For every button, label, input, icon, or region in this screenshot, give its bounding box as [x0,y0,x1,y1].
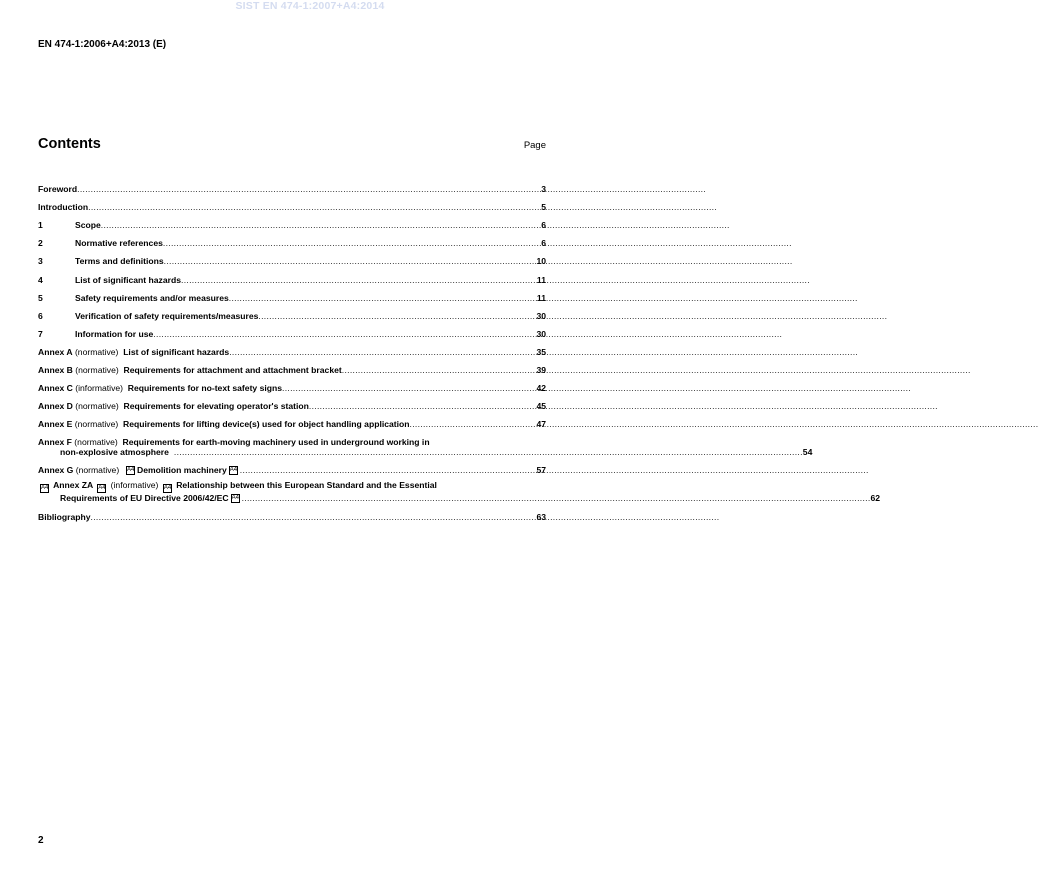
watermark: SIST EN 474-1:2007+A4:2014 [235,0,385,12]
toc-leader [258,311,887,321]
toc-leader [88,202,717,212]
annex-type: (normative) [74,419,119,430]
toc-entry-bibliography[interactable] [38,503,546,521]
amendment-start-marker-icon: A4 [41,485,49,492]
annex-type: (normative) [75,401,119,412]
toc-leader [163,238,792,248]
toc-label: Information for use [75,328,154,339]
toc-number: 2 [38,238,43,249]
toc-page: 5 [541,202,546,213]
toc-label: Requirements for elevating operator's station [123,401,309,412]
toc-label: Requirements for lifting device(s) used for object handling application [123,419,410,430]
toc-entry-clause-5[interactable] [38,285,546,303]
amendment-start-marker-icon: A4 [163,485,172,492]
toc-label: Requirements for attachment and attachment bracket [123,365,342,376]
toc-page: 11 [536,274,546,285]
toc-entry-clause-3[interactable] [38,248,546,266]
toc-label-line2: Requirements of EU Directive 2006/42/EC [60,493,229,504]
amendment-end-marker-icon: A4 [229,467,238,474]
toc-label: Demolition machinery [136,465,227,476]
toc-label: Safety requirements and/or measures [75,292,229,303]
annex-name: Annex D [38,401,73,412]
toc-label-line1: Relationship between this European Standard and the Essential [176,480,437,491]
toc-page: 45 [536,401,546,412]
toc-page: 57 [536,465,546,476]
annex-name: Annex E [38,419,73,430]
toc-entry-clause-1[interactable] [38,212,546,230]
toc-number: 3 [38,256,43,267]
toc-page: 6 [541,238,546,249]
toc-leader [164,256,793,266]
annex-name: Annex B [38,365,73,376]
toc-page: 54 [802,447,813,458]
toc-label: List of significant hazards [123,346,230,357]
toc-page: 42 [536,383,546,394]
table-of-contents [38,176,881,522]
toc-page: 3 [541,184,546,195]
annex-type: (normative) [74,346,119,357]
amendment-end-marker-icon: A4 [98,485,106,492]
toc-label: List of significant hazards [75,274,182,285]
annex-type: (informative) [110,480,159,491]
toc-number: 1 [38,220,43,231]
toc-page: 10 [536,256,546,267]
toc-entry-foreword[interactable] [38,176,546,194]
toc-leader [101,220,730,230]
toc-number: 7 [38,328,43,339]
toc-page: 62 [870,493,881,504]
toc-page: 11 [536,292,546,303]
toc-page: 39 [536,365,546,376]
toc-entry-annex-f[interactable] [38,429,813,458]
contents-title: Contents [38,136,101,152]
toc-entry-annex-c[interactable] [38,375,546,393]
annex-name: Annex F [38,437,72,448]
toc-label: Terms and definitions [75,256,164,267]
toc-label: Foreword [38,184,78,195]
toc-leader [91,512,720,522]
toc-number: 6 [38,310,43,321]
toc-entry-annex-za[interactable] [38,475,881,504]
toc-leader [174,447,803,457]
annex-name: Annex G [38,465,74,476]
toc-label-line2: non-explosive atmosphere [60,447,169,458]
annex-type: (normative) [75,365,119,376]
annex-type: (normative) [75,465,120,476]
toc-entry-annex-b[interactable] [38,357,546,375]
toc-leader [309,401,938,411]
annex-type: (normative) [74,437,118,448]
toc-leader [240,465,869,475]
toc-leader [342,365,971,375]
toc-page: 35 [536,346,546,357]
toc-page: 30 [536,328,546,339]
toc-entry-clause-7[interactable] [38,321,546,339]
annex-name: Annex ZA [53,480,93,491]
annex-name: Annex C [38,383,73,394]
toc-entry-annex-e[interactable] [38,411,546,429]
toc-entry-introduction[interactable] [38,194,546,212]
toc-label: Normative references [75,238,163,249]
toc-entry-annex-d[interactable] [38,393,546,411]
toc-label: Bibliography [38,511,91,522]
amendment-end-marker-icon: A4 [231,495,239,502]
toc-label-line1: Requirements for earth-moving machinery used in underground working in [122,437,430,448]
toc-leader [282,383,911,393]
toc-label: Verification of safety requirements/measures [75,310,259,321]
toc-leader [153,329,782,339]
document-id: EN 474-1:2006+A4:2013 (E) [38,39,167,50]
toc-label: Scope [75,220,101,231]
toc-number: 4 [38,274,43,285]
page-column-label: Page [523,140,546,151]
toc-page: 6 [541,220,546,231]
toc-page: 47 [536,419,546,430]
toc-leader [77,184,706,194]
toc-leader [242,493,871,503]
toc-entry-clause-4[interactable] [38,266,546,284]
annex-type: (informative) [75,383,124,394]
toc-entry-clause-6[interactable] [38,303,546,321]
toc-label: Requirements for no-text safety signs [127,383,283,394]
toc-entry-clause-2[interactable] [38,230,546,248]
page-number: 2 [38,835,44,846]
toc-number: 5 [38,292,43,303]
toc-leader [410,419,1038,429]
toc-page: 63 [536,511,546,522]
amendment-start-marker-icon: A4 [126,467,135,474]
toc-entry-annex-g[interactable] [38,457,546,475]
annex-name: Annex A [38,346,73,357]
toc-label: Introduction [38,202,89,213]
toc-page: 30 [536,310,546,321]
toc-entry-annex-a[interactable] [38,339,546,357]
toc-leader [181,275,810,285]
